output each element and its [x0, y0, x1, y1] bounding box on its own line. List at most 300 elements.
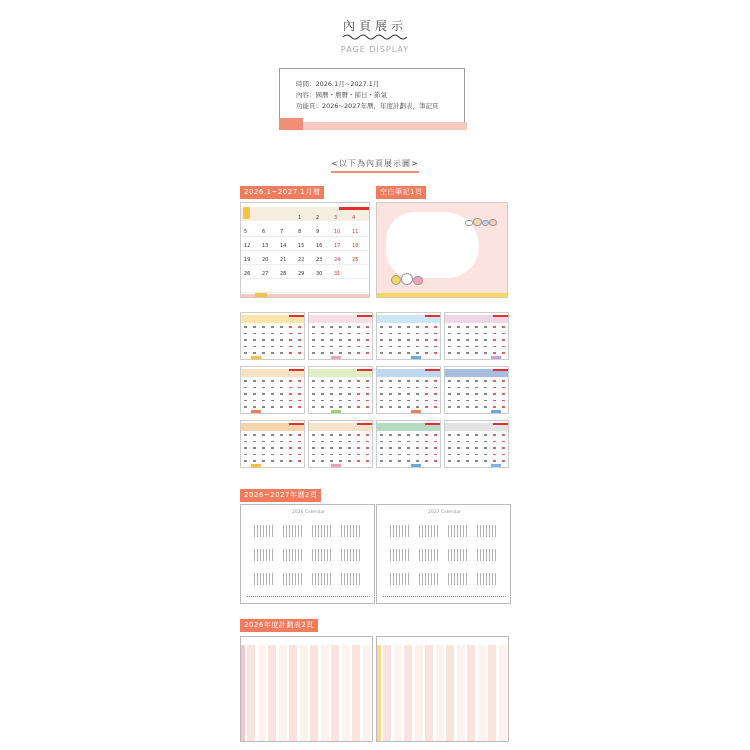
thumbnail-day: [366, 393, 369, 395]
monthly-calendar-january: [240, 202, 370, 298]
thumbnail-day: [321, 333, 324, 335]
thumbnail-day: [321, 380, 324, 382]
thumbnail-day: [398, 393, 401, 395]
thumbnail-day: [475, 339, 478, 341]
year-month-block: [476, 521, 498, 537]
year-month-block: [253, 521, 275, 537]
thumbnail-day: [398, 339, 401, 341]
thumbnail-day: [280, 400, 283, 402]
thumbnail-day: [321, 406, 324, 408]
thumbnail-day: [298, 434, 301, 436]
thumbnail-day: [389, 346, 392, 348]
thumbnail-day: [244, 447, 247, 449]
year-month-days: [418, 573, 440, 585]
thumbnail-day: [312, 441, 315, 443]
thumbnail-day: [339, 400, 342, 402]
thumbnail-day: [330, 447, 333, 449]
thumbnail-day: [457, 333, 460, 335]
thumbnail-day: [366, 406, 369, 408]
thumbnail-day: [493, 400, 496, 402]
thumbnail-day: [416, 434, 419, 436]
thumbnail-day: [312, 352, 315, 354]
thumbnail-day: [398, 346, 401, 348]
planner-month-column: [331, 645, 339, 741]
calendar-day: 26: [244, 271, 251, 277]
planner-month-column: [352, 645, 360, 741]
monthly-thumbnail: [444, 312, 509, 360]
thumbnail-day: [502, 387, 505, 389]
planner-month-column: [310, 645, 318, 741]
calendar-day: 30: [316, 271, 323, 277]
thumbnail-day: [380, 447, 383, 449]
thumbnail-day: [366, 333, 369, 335]
thumbnail-day: [457, 346, 460, 348]
thumbnail-day: [389, 447, 392, 449]
thumbnail-tab: [491, 356, 501, 359]
thumbnail-day: [434, 441, 437, 443]
thumbnail-day: [357, 380, 360, 382]
thumbnail-day: [457, 326, 460, 328]
thumbnail-day: [357, 400, 360, 402]
thumbnail-day: [271, 400, 274, 402]
thumbnail-day: [434, 333, 437, 335]
thumbnail-tab: [411, 410, 421, 413]
year-month-days: [282, 573, 304, 585]
thumbnail-day: [312, 460, 315, 462]
thumbnail-day: [348, 380, 351, 382]
thumbnail-day: [380, 326, 383, 328]
thumbnail-day: [389, 339, 392, 341]
thumbnail-day: [330, 380, 333, 382]
thumbnail-day: [253, 333, 256, 335]
thumbnail-accent: [493, 423, 509, 425]
year-month-block: [389, 545, 411, 561]
info-box-tab: [279, 118, 303, 130]
calendar-day: 17: [334, 243, 341, 249]
wave-divider: [343, 33, 407, 41]
calendar-row-line: [241, 264, 370, 265]
thumbnail-day: [280, 387, 283, 389]
thumbnail-day: [425, 326, 428, 328]
year-month-days: [418, 525, 440, 537]
thumbnail-day: [380, 441, 383, 443]
thumbnail-day: [416, 326, 419, 328]
thumbnail-day: [271, 333, 274, 335]
thumbnail-day: [271, 454, 274, 456]
thumbnail-day: [280, 326, 283, 328]
thumbnail-day: [398, 447, 401, 449]
year-calendar-2027: [376, 504, 511, 604]
thumbnail-day: [262, 434, 265, 436]
thumbnail-day: [484, 333, 487, 335]
thumbnail-day: [244, 393, 247, 395]
thumbnail-day: [298, 447, 301, 449]
thumbnail-day: [475, 380, 478, 382]
thumbnail-day: [298, 380, 301, 382]
thumbnail-day: [475, 447, 478, 449]
info-time: 時間：2026.1月~2027.1月: [296, 80, 380, 88]
calendar-day: 15: [298, 243, 305, 249]
thumbnail-day: [502, 441, 505, 443]
thumbnail-day: [271, 387, 274, 389]
thumbnail-day: [380, 434, 383, 436]
thumbnail-day: [434, 352, 437, 354]
thumbnail-day: [475, 333, 478, 335]
thumbnail-day: [271, 380, 274, 382]
thumbnail-day: [493, 447, 496, 449]
calendar-row-line: [241, 250, 370, 251]
thumbnail-day: [407, 339, 410, 341]
thumbnail-day: [475, 352, 478, 354]
calendar-day: 1: [298, 215, 302, 221]
section-label-memo: 空白筆記1頁: [376, 186, 426, 199]
thumbnail-day: [244, 346, 247, 348]
thumbnail-day: [321, 346, 324, 348]
thumbnail-day: [407, 406, 410, 408]
thumbnail-day: [484, 393, 487, 395]
thumbnail-day: [416, 447, 419, 449]
thumbnail-day: [407, 441, 410, 443]
thumbnail-day: [312, 326, 315, 328]
thumbnail-day: [484, 441, 487, 443]
character-group-icon: [391, 269, 427, 287]
thumbnail-day: [448, 346, 451, 348]
thumbnail-day: [298, 352, 301, 354]
calendar-day: 18: [352, 243, 359, 249]
thumbnail-day: [407, 447, 410, 449]
thumbnail-day: [416, 406, 419, 408]
thumbnail-day: [289, 333, 292, 335]
thumbnail-day: [357, 434, 360, 436]
thumbnail-day: [330, 346, 333, 348]
thumbnail-day: [321, 460, 324, 462]
thumbnail-day: [484, 339, 487, 341]
info-function: 功能頁：2026~2027年曆，年度計劃表，筆記頁: [296, 102, 439, 110]
thumbnail-day: [457, 406, 460, 408]
thumbnail-day: [389, 434, 392, 436]
planner-side-strip: [241, 645, 245, 741]
year-month-days: [340, 573, 362, 585]
thumbnail-day: [493, 393, 496, 395]
thumbnail-day: [457, 380, 460, 382]
thumbnail-day: [289, 406, 292, 408]
thumbnail-day: [330, 339, 333, 341]
thumbnail-day: [262, 352, 265, 354]
thumbnail-day: [289, 441, 292, 443]
calendar-row-line: [241, 278, 370, 279]
thumbnail-day: [502, 346, 505, 348]
thumbnail-day: [389, 460, 392, 462]
monthly-thumbnail: [308, 420, 373, 468]
thumbnail-day: [484, 380, 487, 382]
thumbnail-day: [416, 346, 419, 348]
thumbnail-day: [339, 339, 342, 341]
thumbnail-day: [262, 387, 265, 389]
planner-month-column: [425, 645, 433, 741]
thumbnail-day: [348, 393, 351, 395]
thumbnail-day: [312, 454, 315, 456]
thumbnail-day: [493, 454, 496, 456]
thumbnail-day: [339, 380, 342, 382]
planner-month-column: [247, 645, 255, 741]
thumbnail-day: [398, 326, 401, 328]
year-calendar-2026: [240, 504, 375, 604]
thumbnail-day: [330, 406, 333, 408]
thumbnail-day: [321, 454, 324, 456]
thumbnail-day: [484, 346, 487, 348]
thumbnail-day: [457, 393, 460, 395]
calendar-day: 12: [244, 243, 251, 249]
year-month-block: [389, 569, 411, 585]
planner-month-column: [258, 645, 266, 741]
monthly-thumbnail: [376, 312, 441, 360]
year-month-days: [447, 549, 469, 561]
thumbnail-day: [253, 346, 256, 348]
thumbnail-day: [380, 454, 383, 456]
planner-month-column: [300, 645, 308, 741]
thumbnail-day: [253, 434, 256, 436]
year-month-block: [282, 569, 304, 585]
thumbnail-day: [312, 346, 315, 348]
calendar-day: 24: [334, 257, 341, 263]
thumbnail-day: [321, 393, 324, 395]
year-month-block: [311, 545, 333, 561]
calendar-day: 3: [334, 215, 338, 221]
planner-month-column: [279, 645, 287, 741]
thumbnail-day: [389, 400, 392, 402]
thumbnail-day: [244, 441, 247, 443]
thumbnail-day: [466, 441, 469, 443]
thumbnail-day: [425, 400, 428, 402]
thumbnail-day: [502, 460, 505, 462]
thumbnail-day: [280, 441, 283, 443]
thumbnail-day: [484, 352, 487, 354]
thumbnail-day: [339, 387, 342, 389]
calendar-day: 9: [316, 229, 320, 235]
thumbnail-day: [289, 380, 292, 382]
thumbnail-day: [312, 400, 315, 402]
thumbnail-day: [416, 387, 419, 389]
thumbnail-day: [298, 387, 301, 389]
thumbnail-day: [280, 333, 283, 335]
memo-bottom-bar: [377, 293, 508, 297]
thumbnail-accent: [289, 369, 305, 371]
thumbnail-day: [448, 447, 451, 449]
planner-month-column: [342, 645, 350, 741]
thumbnail-day: [466, 333, 469, 335]
thumbnail-day: [434, 326, 437, 328]
thumbnail-day: [425, 406, 428, 408]
thumbnail-tab: [331, 464, 341, 467]
thumbnail-day: [448, 441, 451, 443]
thumbnail-day: [407, 434, 410, 436]
year-month-days: [418, 549, 440, 561]
planner-month-column: [467, 645, 475, 741]
thumbnail-day: [493, 434, 496, 436]
year-month-block: [311, 521, 333, 537]
planner-month-column: [383, 645, 391, 741]
thumbnail-day: [289, 460, 292, 462]
thumbnail-day: [448, 380, 451, 382]
thumbnail-day: [366, 387, 369, 389]
thumbnail-day: [466, 393, 469, 395]
thumbnail-tab: [331, 356, 341, 359]
thumbnail-day: [466, 434, 469, 436]
thumbnail-day: [298, 454, 301, 456]
thumbnail-day: [357, 441, 360, 443]
thumbnail-day: [407, 346, 410, 348]
year-month-block: [418, 569, 440, 585]
thumbnail-day: [262, 346, 265, 348]
thumbnail-day: [457, 441, 460, 443]
thumbnail-day: [357, 393, 360, 395]
thumbnail-day: [298, 346, 301, 348]
thumbnail-day: [321, 339, 324, 341]
page-title: 內頁展示: [342, 19, 407, 33]
thumbnail-day: [339, 441, 342, 443]
thumbnail-day: [262, 380, 265, 382]
year-month-block: [447, 545, 469, 561]
thumbnail-day: [244, 434, 247, 436]
year-month-days: [476, 549, 498, 561]
year-month-block: [253, 545, 275, 561]
thumbnail-day: [298, 339, 301, 341]
thumbnail-day: [271, 352, 274, 354]
thumbnail-day: [339, 447, 342, 449]
thumbnail-day: [280, 406, 283, 408]
thumbnail-day: [339, 393, 342, 395]
thumbnail-day: [312, 387, 315, 389]
thumbnail-day: [357, 339, 360, 341]
monthly-thumbnail: [240, 420, 305, 468]
thumbnail-day: [298, 400, 301, 402]
thumbnail-day: [398, 441, 401, 443]
calendar-day: 21: [280, 257, 287, 263]
thumbnail-day: [484, 460, 487, 462]
thumbnail-day: [448, 326, 451, 328]
thumbnail-day: [244, 406, 247, 408]
thumbnail-day: [389, 380, 392, 382]
thumbnail-day: [253, 326, 256, 328]
thumbnail-day: [289, 393, 292, 395]
thumbnail-day: [493, 326, 496, 328]
thumbnail-day: [312, 380, 315, 382]
thumbnail-day: [348, 441, 351, 443]
thumbnail-day: [389, 441, 392, 443]
thumbnail-day: [271, 434, 274, 436]
thumbnail-day: [289, 326, 292, 328]
planner-month-column: [268, 645, 276, 741]
year-month-days: [253, 525, 275, 537]
thumbnail-day: [457, 434, 460, 436]
year-month-block: [282, 521, 304, 537]
calendar-day: 23: [316, 257, 323, 263]
thumbnail-day: [448, 434, 451, 436]
thumbnail-day: [425, 352, 428, 354]
thumbnail-accent: [425, 315, 441, 317]
thumbnail-day: [434, 460, 437, 462]
calendar-day: 25: [352, 257, 359, 263]
thumbnail-day: [475, 393, 478, 395]
thumbnail-day: [298, 406, 301, 408]
calendar-day: 14: [280, 243, 287, 249]
thumbnail-day: [312, 447, 315, 449]
thumbnail-day: [357, 454, 360, 456]
thumbnail-day: [407, 326, 410, 328]
year-month-days: [447, 573, 469, 585]
thumbnail-day: [416, 460, 419, 462]
thumbnail-day: [312, 393, 315, 395]
thumbnail-day: [280, 380, 283, 382]
thumbnail-day: [348, 339, 351, 341]
year-month-days: [311, 549, 333, 561]
thumbnail-day: [330, 400, 333, 402]
thumbnail-day: [407, 393, 410, 395]
thumbnail-day: [416, 400, 419, 402]
thumbnail-day: [425, 387, 428, 389]
thumbnail-day: [389, 393, 392, 395]
thumbnail-day: [475, 454, 478, 456]
thumbnail-day: [475, 400, 478, 402]
memo-page: [376, 202, 508, 298]
thumbnail-day: [380, 460, 383, 462]
section-banner: <以下為內頁展示圖>: [331, 159, 419, 168]
year-month-days: [253, 573, 275, 585]
thumbnail-day: [357, 333, 360, 335]
thumbnail-day: [398, 333, 401, 335]
thumbnail-day: [312, 406, 315, 408]
thumbnail-day: [493, 441, 496, 443]
thumbnail-day: [321, 352, 324, 354]
thumbnail-day: [457, 400, 460, 402]
calendar-day: 29: [298, 271, 305, 277]
thumbnail-day: [253, 454, 256, 456]
thumbnail-day: [425, 441, 428, 443]
thumbnail-tab: [331, 410, 341, 413]
thumbnail-day: [380, 387, 383, 389]
thumbnail-day: [466, 447, 469, 449]
planner-month-column: [446, 645, 454, 741]
thumbnail-day: [484, 387, 487, 389]
thumbnail-day: [484, 454, 487, 456]
thumbnail-day: [380, 339, 383, 341]
planner-month-column: [289, 645, 297, 741]
thumbnail-day: [357, 352, 360, 354]
thumbnail-day: [271, 441, 274, 443]
thumbnail-day: [330, 387, 333, 389]
info-lines: [296, 79, 439, 112]
calendar-day: 5: [244, 229, 248, 235]
thumbnail-day: [348, 434, 351, 436]
thumbnail-day: [434, 393, 437, 395]
calendar-day: 7: [280, 229, 284, 235]
thumbnail-day: [244, 380, 247, 382]
thumbnail-day: [262, 454, 265, 456]
thumbnail-day: [502, 393, 505, 395]
thumbnail-day: [339, 454, 342, 456]
thumbnail-day: [253, 406, 256, 408]
thumbnail-day: [366, 460, 369, 462]
thumbnail-day: [398, 406, 401, 408]
thumbnail-day: [434, 346, 437, 348]
thumbnail-day: [289, 434, 292, 436]
thumbnail-day: [348, 333, 351, 335]
thumbnail-day: [493, 339, 496, 341]
thumbnail-accent: [493, 315, 509, 317]
calendar-day: 16: [316, 243, 323, 249]
planner-month-column: [404, 645, 412, 741]
thumbnail-day: [407, 400, 410, 402]
